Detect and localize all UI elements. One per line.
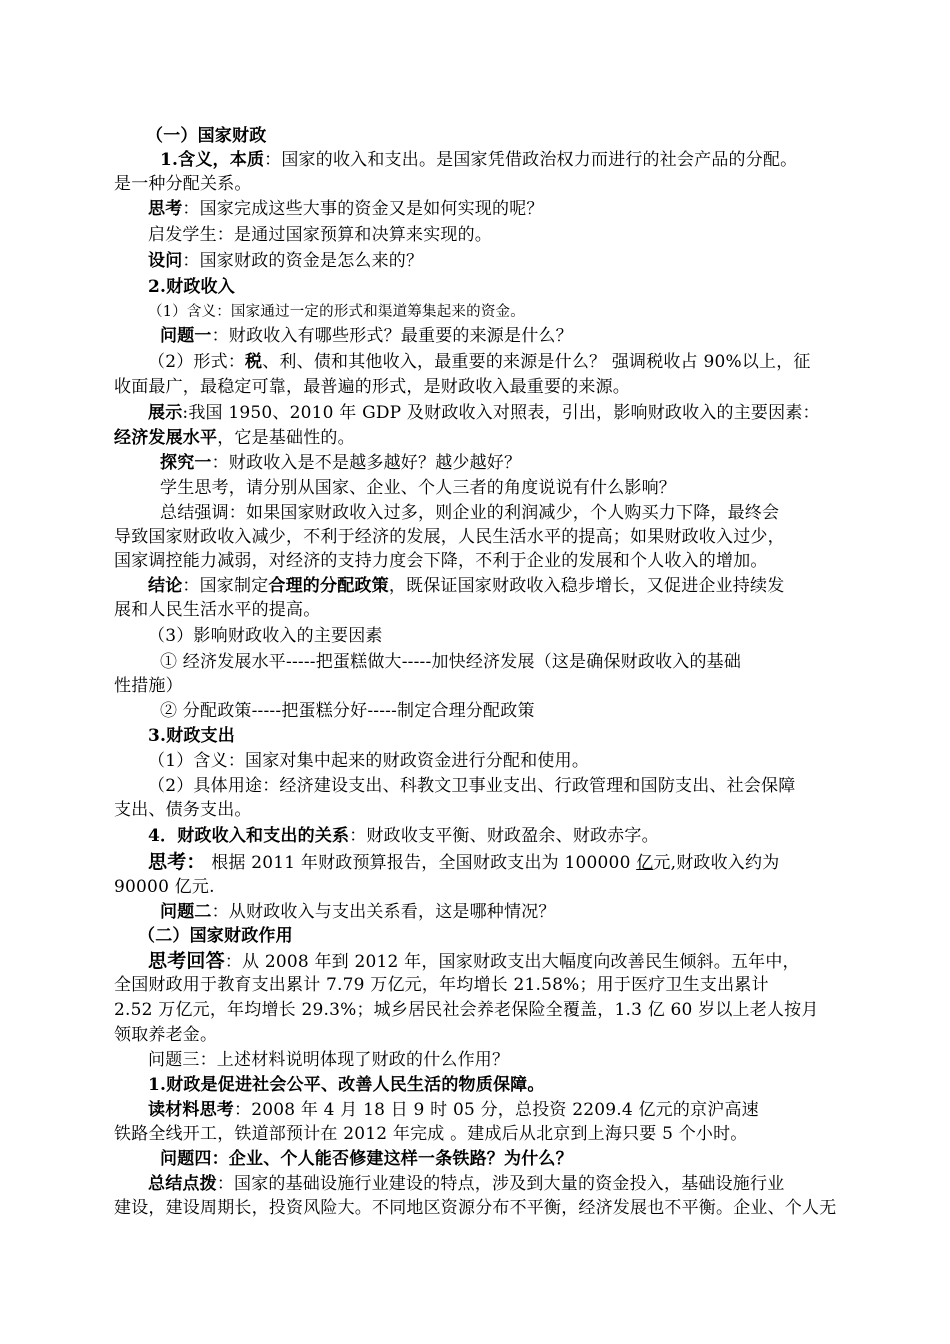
- problem-two-text: ：从财政收入与支出关系看，这是哪种情况？: [211, 902, 556, 922]
- show-line-2: [114, 426, 355, 450]
- relationship-label: 4．财政收入和支出的关系: [148, 826, 350, 846]
- conclusion-line-2: 展和人民生活水平的提高。: [114, 600, 321, 620]
- think-budget-text-a: 根据 2011 年财政预算报告，全国财政支出为 100000: [205, 853, 637, 873]
- section-heading-national-finance: （一）国家财政: [146, 126, 267, 146]
- role-one-line: 1.财政是促进社会公平、改善人民生活的物质保障。: [148, 1075, 545, 1095]
- think-label: 思考: [148, 199, 183, 219]
- problem-one-label: 问题一: [160, 326, 212, 346]
- think-budget-text-b: 元,财政收入约为: [653, 853, 780, 873]
- factor-one-line: ① 经济发展水平-----把蛋糕做大-----加快经济发展（这是确保财政收入的基础: [160, 652, 742, 672]
- section-heading-expenditure: 3.财政支出: [148, 726, 235, 746]
- economic-level-label: 经济发展水平: [114, 428, 218, 448]
- answer-line: [148, 949, 800, 974]
- conclusion-text-a: ：国家制定: [182, 576, 269, 596]
- section-heading-revenue: 2.财政收入: [148, 277, 235, 297]
- summary-tip-line-2: 建设，建设周期长，投资风险大。不同地区资源分布不平衡，经济发展也不平衡。企业、个人无: [114, 1198, 837, 1218]
- question-line: [148, 249, 423, 273]
- question-label: 设问: [148, 251, 183, 271]
- factors-heading: （3）影响财政收入的主要因素: [148, 626, 383, 646]
- explore-one-line: [160, 451, 521, 475]
- forms-prefix: （2）形式：: [148, 352, 246, 372]
- expenditure-uses: （2）具体用途：经济建设支出、科教文卫事业支出、行政管理和国防支出、社会保障: [148, 776, 796, 796]
- conclusion-text-b: ，既保证国家财政收入稳步增长，又促进企业持续发: [388, 576, 785, 596]
- show-label: 展示: [148, 403, 183, 423]
- revenue-forms-line-2: 收面最广，最稳定可靠，最普遍的形式，是财政收入最重要的来源。: [114, 377, 630, 397]
- summary-line-2: 导致国家财政收入减少，不利于经济的发展，人民生活水平的提高；如果财政收入过少，: [114, 527, 785, 547]
- inspire-line: 启发学生：是通过国家预算和决算来实现的。: [148, 225, 492, 245]
- section-heading-role: （二）国家财政作用: [138, 926, 293, 946]
- factor-one-line-2: 性措施）: [114, 676, 183, 696]
- problem-one-text: ：财政收入有哪些形式？最重要的来源是什么？: [211, 326, 573, 346]
- conclusion-line: [148, 574, 784, 598]
- read-material-text: ：2008 年 4 月 18 日 9 时 05 分，总投资 2209.4 亿元的京沪高速: [234, 1100, 759, 1120]
- summary-line-3: 国家调控能力减弱，对经济的支持力度会下降，不利于企业的发展和个人收入的增加。: [114, 551, 768, 571]
- expenditure-uses-2: 支出、债务支出。: [114, 800, 252, 820]
- show-text: :我国 1950、2010 年 GDP 及财政收入对照表，引出，影响财政收入的主要因素：: [182, 403, 820, 423]
- relationship-line: [148, 824, 659, 848]
- show-line: [148, 401, 820, 425]
- question-text: ：国家财政的资金是怎么来的？: [182, 251, 424, 271]
- answer-label: 思考回答: [148, 950, 225, 972]
- expenditure-definition: （1）含义：国家对集中起来的财政资金进行分配和使用。: [148, 751, 590, 771]
- revenue-definition: （1）含义：国家通过一定的形式和渠道筹集起来的资金。: [148, 304, 525, 320]
- forms-tax: 税: [245, 352, 263, 372]
- revenue-forms-line: [148, 350, 811, 374]
- summary-tip-line: [148, 1172, 784, 1196]
- read-material-line: [148, 1098, 759, 1122]
- definition-line: [160, 148, 797, 172]
- student-think-line: 学生思考，请分别从国家、企业、个人三者的角度说说有什么影响？: [160, 478, 676, 498]
- summary-line-1: 总结强调：如果国家财政收入过多，则企业的利润减少，个人购买力下降，最终会: [160, 503, 780, 523]
- problem-two-label: 问题二: [160, 902, 212, 922]
- factor-two-line: ② 分配政策-----把蛋糕分好-----制定合理分配政策: [160, 701, 535, 721]
- problem-four-line: 问题四：企业、个人能否修建这样一条铁路？为什么？: [160, 1149, 573, 1169]
- relationship-text: ：财政收支平衡、财政盈余、财政赤字。: [349, 826, 659, 846]
- think-budget-label: 思考：: [148, 851, 206, 873]
- read-material-label: 读材料思考: [148, 1100, 234, 1120]
- summary-tip-label: 总结点拨: [148, 1174, 217, 1194]
- think-budget-line-2: 90000 亿元.: [114, 877, 215, 897]
- think-budget-line: [148, 850, 779, 875]
- read-material-line-2: 铁路全线开工，铁道部预计在 2012 年完成 。建成后从北京到上海只要 5 个小时。: [114, 1124, 748, 1144]
- definition-label: 1.含义，本质: [160, 150, 265, 170]
- summary-tip-text: ：国家的基础设施行业建设的特点，涉及到大量的资金投入，基础设施行业: [216, 1174, 785, 1194]
- problem-one-line: [160, 324, 573, 348]
- explore-one-label: 探究一: [160, 453, 212, 473]
- think-budget-underline: 亿: [636, 853, 654, 873]
- answer-text: ：从 2008 年到 2012 年，国家财政支出大幅度向改善民生倾斜。五年中，: [224, 952, 800, 972]
- economic-level-text: ，它是基础性的。: [217, 428, 355, 448]
- definition-text: ：国家的收入和支出。是国家凭借政治权力而进行的社会产品的分配。: [264, 150, 798, 170]
- conclusion-policy: 合理的分配政策: [268, 576, 389, 596]
- conclusion-label: 结论: [148, 576, 183, 596]
- forms-text: 、利、债和其他收入，最重要的来源是什么？ 强调税收占 90%以上，征: [262, 352, 811, 372]
- definition-line-2: 是一种分配关系。: [114, 174, 252, 194]
- think-text: ：国家完成这些大事的资金又是如何实现的呢？: [182, 199, 544, 219]
- explore-one-text: ：财政收入是不是越多越好？越少越好？: [211, 453, 522, 473]
- think-line: [148, 197, 544, 221]
- answer-line-3: 2.52 万亿元，年均增长 29.3%；城乡居民社会养老保险全覆盖，1.3 亿 60 岁以上老人按月: [114, 1000, 819, 1020]
- answer-line-4: 领取养老金。: [114, 1025, 218, 1045]
- answer-line-2: 全国财政用于教育支出累计 7.79 万亿元，年均增长 21.58%；用于医疗卫生支出累计: [114, 975, 769, 995]
- problem-three-line: 问题三：上述材料说明体现了财政的什么作用？: [148, 1050, 510, 1070]
- problem-two-line: [160, 900, 556, 924]
